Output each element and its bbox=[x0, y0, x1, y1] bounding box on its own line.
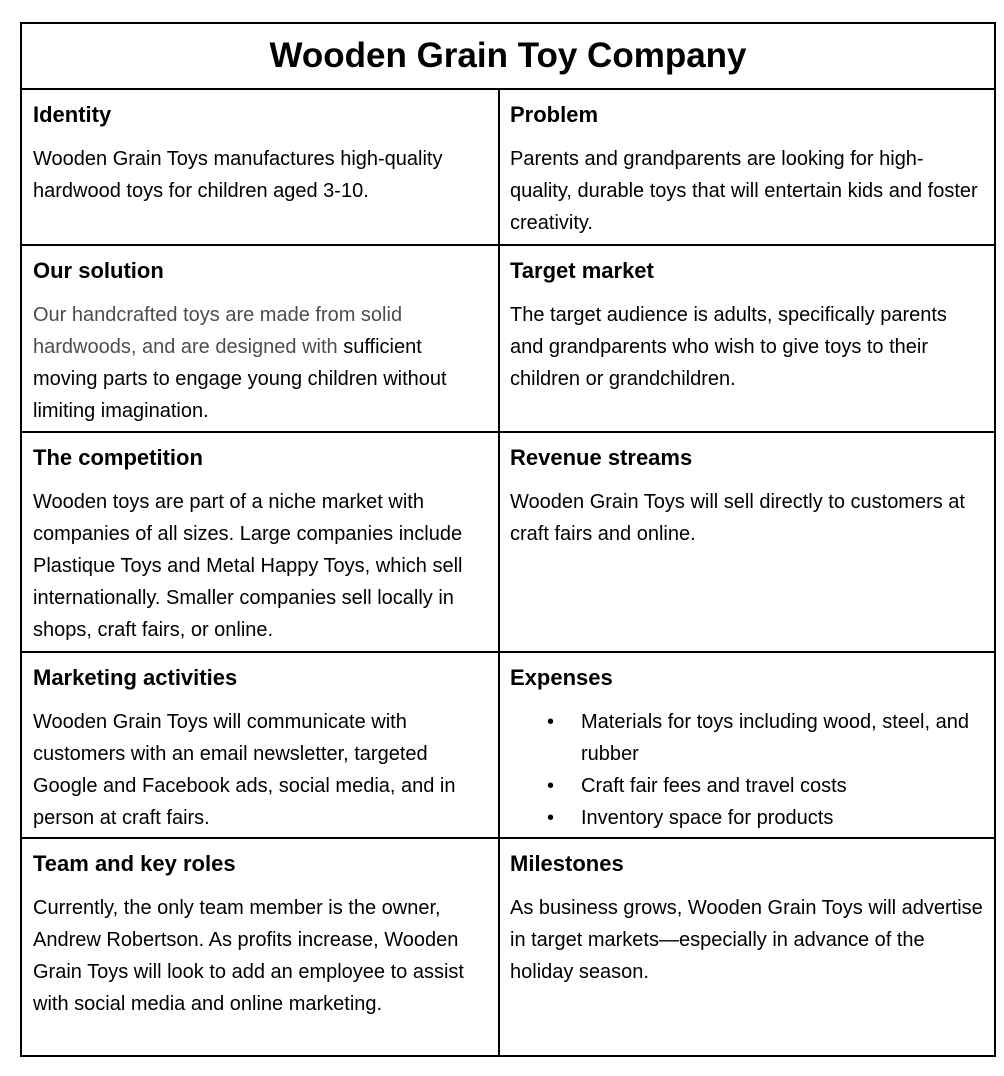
team-text: Currently, the only team member is the owner, Andrew Robertson. As profits increase, Wooden Grain Toys will look to add an employee to assist with social media and online marketing. bbox=[33, 897, 464, 1015]
revenue-text: Wooden Grain Toys will sell directly to customers at craft fairs and online. bbox=[510, 491, 965, 545]
expenses-list bbox=[510, 706, 984, 834]
marketing-cell bbox=[22, 653, 500, 837]
list-item bbox=[510, 770, 984, 802]
solution-text-black: sufficient moving parts to engage young children without limiting imagination. bbox=[33, 336, 447, 422]
revenue-cell bbox=[500, 433, 994, 651]
competition-heading: The competition bbox=[33, 445, 203, 470]
list-item-text: Craft fair fees and travel costs bbox=[581, 775, 847, 797]
milestones-heading: Milestones bbox=[510, 851, 624, 876]
target-market-heading: Target market bbox=[510, 258, 654, 283]
solution-cell bbox=[22, 246, 500, 431]
identity-cell bbox=[22, 90, 500, 244]
target-market-text: The target audience is adults, specifically parents and grandparents who wish to give toys to their children or grandchildren. bbox=[510, 304, 947, 390]
list-item bbox=[510, 802, 984, 834]
list-item bbox=[510, 706, 984, 770]
identity-heading: Identity bbox=[33, 102, 112, 127]
solution-heading: Our solution bbox=[33, 258, 164, 283]
document-title: Wooden Grain Toy Company bbox=[269, 36, 747, 75]
list-item-text: Inventory space for products bbox=[581, 807, 834, 829]
competition-cell bbox=[22, 433, 500, 651]
business-plan-table bbox=[20, 22, 996, 1057]
bullet-icon: • bbox=[547, 711, 555, 733]
title-row bbox=[22, 24, 994, 90]
milestones-cell bbox=[500, 839, 994, 1055]
marketing-text: Wooden Grain Toys will communicate with customers with an email newsletter, targeted Google and Facebook ads, social media, and in person at craft fairs. bbox=[33, 711, 456, 829]
table-row bbox=[22, 839, 994, 1055]
solution-text bbox=[33, 299, 488, 427]
marketing-heading: Marketing activities bbox=[33, 665, 238, 690]
problem-text: Parents and grandparents are looking for high-quality, durable toys that will entertain kids and foster creativity. bbox=[510, 148, 978, 234]
bullet-icon: • bbox=[547, 807, 555, 829]
identity-text: Wooden Grain Toys manufactures high-quality hardwood toys for children aged 3-10. bbox=[33, 148, 443, 202]
table-row bbox=[22, 433, 994, 653]
problem-heading: Problem bbox=[510, 102, 599, 127]
bullet-icon: • bbox=[547, 775, 555, 797]
revenue-heading: Revenue streams bbox=[510, 445, 693, 470]
solution-text-grey: Our handcrafted toys are made from solid hardwoods, and are designed with bbox=[33, 304, 403, 358]
expenses-heading: Expenses bbox=[510, 665, 613, 690]
milestones-text: As business grows, Wooden Grain Toys will advertise in target markets—especially in advance of the holiday season. bbox=[510, 897, 983, 983]
competition-text: Wooden toys are part of a niche market with companies of all sizes. Large companies include Plastique Toys and Metal Happy Toys, which sell internationally. Smaller companies sell locally in shops, craft fairs, or online. bbox=[33, 491, 463, 641]
list-item-text: Materials for toys including wood, steel, and rubber bbox=[581, 711, 969, 765]
team-heading: Team and key roles bbox=[33, 851, 236, 876]
problem-cell bbox=[500, 90, 994, 244]
table-row bbox=[22, 246, 994, 433]
expenses-cell bbox=[500, 653, 994, 837]
target-market-cell bbox=[500, 246, 994, 431]
table-row bbox=[22, 90, 994, 246]
team-cell bbox=[22, 839, 500, 1055]
table-row bbox=[22, 653, 994, 839]
